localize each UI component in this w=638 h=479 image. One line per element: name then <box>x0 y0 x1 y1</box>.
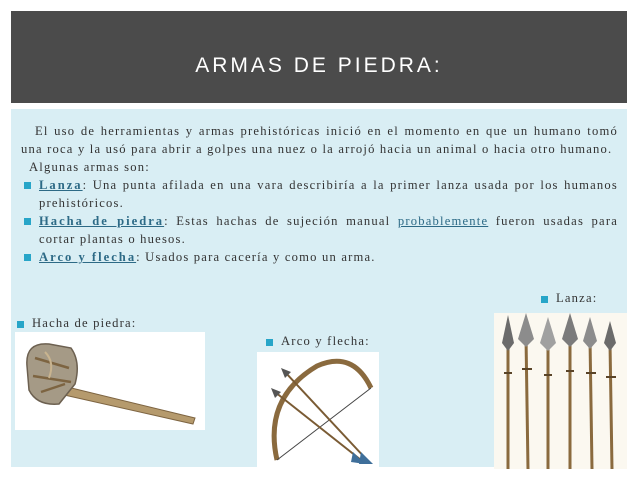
square-bullet-icon <box>266 339 273 346</box>
link-probablemente[interactable]: probablemente <box>397 214 489 228</box>
list-item-lanza <box>21 176 618 212</box>
desc-hacha-a: : Estas hachas de sujeción manual <box>164 214 398 228</box>
desc-hacha-b: fueron usadas para cortar plantas o huesos. <box>39 214 618 246</box>
body-text <box>21 122 618 266</box>
term-arco[interactable]: Arco y flecha <box>39 250 137 264</box>
list-item-arco <box>21 248 618 266</box>
slide-title: ARMAS DE PIEDRA: <box>195 54 443 77</box>
term-hacha[interactable]: Hacha de piedra <box>39 214 165 228</box>
intro-paragraph: El uso de herramientas y armas prehistóricas inició en el momento en que un humano tomó una roca y la usó para abrir a golpes una nuez o la arrojó hacia un animal o hacia otro humano. <box>21 124 618 156</box>
square-bullet-icon <box>24 218 31 225</box>
square-bullet-icon <box>24 182 31 189</box>
lead-line: Algunas armas son: <box>29 160 150 174</box>
stone-axe-illustration <box>15 332 205 430</box>
caption-hacha: Hacha de piedra: <box>17 316 137 331</box>
square-bullet-icon <box>541 296 548 303</box>
caption-arco: Arco y flecha: <box>266 334 370 349</box>
caption-lanza: Lanza: <box>541 291 597 306</box>
weapons-list <box>21 176 618 266</box>
list-item-hacha <box>21 212 618 248</box>
term-lanza[interactable]: Lanza <box>39 178 83 192</box>
square-bullet-icon <box>24 254 31 261</box>
spears-illustration <box>494 313 627 469</box>
desc-lanza: : Una punta afilada en una vara describiría a la primer lanza usada por los humanos prehistóricos. <box>39 178 618 210</box>
square-bullet-icon <box>17 321 24 328</box>
desc-arco: : Usados para cacería y como un arma. <box>136 250 376 264</box>
bow-and-arrow-illustration <box>257 352 379 468</box>
